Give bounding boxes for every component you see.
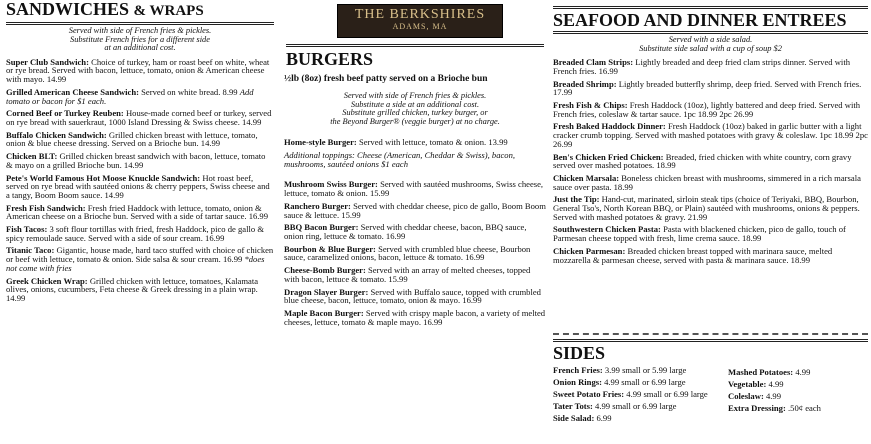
logo-location: ADAMS, MA xyxy=(392,22,448,31)
item-name: Just the Tip: xyxy=(553,194,600,205)
item-description: Lightly breaded and deep fried clam strips dinner. Served with French fries. xyxy=(553,57,850,76)
item-description: Fresh Haddock (10oz) baked in garlic butter with a light cracker crumb topping. Served with mashed potatoes with gravy & coleslaw. xyxy=(553,121,862,141)
menu-item xyxy=(553,247,868,264)
item-name: Breaded Clam Strips: xyxy=(553,57,634,68)
side-name: Onion Rings: xyxy=(553,377,602,387)
sides-heading: SIDES xyxy=(553,339,868,364)
burgers-subtitle: ½lb (8oz) fresh beef patty served on a Brioche bun xyxy=(284,74,488,84)
burgers-note: Served with side of French fries & pickles. Substitute a side at an additional cost. Substitute grilled chicken, turkey burger, or the Beyond Burger® (veggie burger) at no charge. xyxy=(330,91,500,126)
item-price: 1pc 18.99 2pc 26.99 xyxy=(683,108,754,119)
side-price: 4.99 small or 6.99 large xyxy=(626,389,708,399)
item-description: Served with crispy maple bacon, a variety of melted cheeses, lettuce, tomato & maple mayo. xyxy=(284,307,546,327)
menu-item xyxy=(6,58,274,84)
side-item xyxy=(728,380,868,389)
sandwiches-section xyxy=(6,0,274,307)
side-name: Side Salad: xyxy=(553,413,595,423)
item-description: Hand-cut, marinated, sirloin steak tips (choice of Teriyaki, BBQ, Bourbon, General Tso's, North Korean BBQ, or Plain) sautéed with mushrooms, onions & peppers. Served with mashed potatoes & gravy. xyxy=(553,194,860,222)
item-extra: Add tomato or bacon for $1 each. xyxy=(6,86,254,106)
item-price: 16.99 xyxy=(385,231,406,241)
side-item xyxy=(553,390,721,399)
item-price: 18.99 xyxy=(790,254,811,265)
side-price: 4.99 xyxy=(795,367,811,377)
side-item xyxy=(553,366,721,375)
menu-item xyxy=(6,88,274,105)
item-description: Served with an array of melted cheeses, topped with bacon, lettuce & tomato. xyxy=(284,265,531,284)
side-name: Tater Tots: xyxy=(553,401,593,411)
item-description: Served with crumbled blue cheese, Bourbon sauce, caramelized onions, bacon, lettuce & tomato. xyxy=(284,243,531,263)
item-price: 16.99 xyxy=(423,316,443,327)
side-name: Extra Dressing: xyxy=(728,403,786,413)
item-name: Breaded Shrimp: xyxy=(553,78,617,89)
item-price: 21.99 xyxy=(687,211,708,222)
menu-item xyxy=(553,195,868,221)
burgers-list xyxy=(284,180,546,326)
side-price: 4.99 xyxy=(765,391,782,401)
item-description: Served with cheddar cheese, bacon, BBQ sauce, onion ring, lettuce & tomato. xyxy=(284,222,527,241)
item-price: 16.99 xyxy=(465,252,485,263)
side-price: .50¢ each xyxy=(788,403,821,413)
item-price: 8.99 xyxy=(222,86,238,97)
item-description: Boneless chicken breast with mushrooms, simmered in a rich marsala sauce over pasta. xyxy=(553,172,861,192)
side-price: 4.99 small or 6.99 large xyxy=(604,377,686,387)
menu-item xyxy=(553,174,868,191)
item-description: Hot roast beef, served on rye bread with sautéed onions & cherry peppers, Swiss cheese and a tangy, Boom Boom sauce. xyxy=(6,172,270,200)
item-price: 14.99 xyxy=(104,189,124,200)
item-price: 16.99 xyxy=(462,295,482,306)
item-price: 18.99 xyxy=(656,160,676,171)
item-description: Lightly breaded butterfly shrimp, deep fried. Served with French fries. xyxy=(618,78,862,89)
side-item xyxy=(553,414,721,423)
item-name: Fresh Fish Sandwich: xyxy=(6,202,86,213)
item-name: Buffalo Chicken Sandwich: xyxy=(6,129,107,140)
item-name: Greek Chicken Wrap: xyxy=(6,275,88,286)
item-description: Served on white bread. xyxy=(141,86,221,97)
item-description: Gigantic, house made, hard taco stuffed with choice of chicken or beef with lettuce, tomato & onion. Side salsa & sour cream. xyxy=(6,245,274,265)
item-description: Grilled chicken with lettuce, tomatoes, Kalamata olives, onions, cucumbers, Feta cheese & Greek dressing in a plain wrap. xyxy=(6,275,259,295)
restaurant-logo xyxy=(337,4,503,38)
item-description: Grilled chicken breast sandwich with bacon, lettuce, tomato & mayo on a grilled Brioche bun. xyxy=(6,151,266,170)
seafood-note: Served with a side salad. Substitute side salad with a cup of soup $2 xyxy=(639,35,782,53)
item-description: Served with sautéed mushrooms, Swiss cheese, lettuce, tomato & onion. xyxy=(284,179,544,199)
item-description: Breaded, fried chicken with white country, corn gravy served over mashed potatoes. xyxy=(553,151,852,171)
side-item xyxy=(553,402,721,411)
burger-toppings: Additional toppings: Cheese (American, Cheddar & Swiss), bacon, mushrooms, sautéed onions $1 each xyxy=(284,150,516,169)
item-description: Served with Buffalo sauce, topped with crumbled blue cheese, bacon, lettuce, tomato, onion & mayo. xyxy=(284,286,541,306)
item-description: House-made corned beef or turkey, served on rye bread with sauerkraut, 1000 Island Dressing & Swiss cheese. xyxy=(6,108,272,127)
item-description: Fresh Haddock (10oz), lightly battered and deep fried. Served with French fries, coleslaw & tartar sauce. xyxy=(553,100,861,119)
item-description: Breaded chicken breast topped with marinara sauce, melted mozzarella & parmesan cheese, served with pasta & marinara sauce. xyxy=(553,245,833,265)
side-name: Sweet Potato Fries: xyxy=(553,389,625,399)
item-name: Grilled American Cheese Sandwich: xyxy=(6,86,139,97)
item-name: Fresh Baked Haddock Dinner: xyxy=(553,121,666,132)
side-name: Vegetable: xyxy=(728,379,767,389)
item-name: Fresh Fish & Chips: xyxy=(553,100,628,110)
menu-item xyxy=(284,180,546,197)
sides-left-list xyxy=(553,366,721,426)
side-name: French Fries: xyxy=(553,365,603,375)
item-name: Pete's World Famous Hot Moose Knuckle Sandwich: xyxy=(6,172,201,183)
item-name: BBQ Bacon Burger: xyxy=(284,222,359,233)
item-extra: *does not come with fries xyxy=(6,254,265,273)
item-price: 14.99 xyxy=(123,159,144,170)
item-name: Bourbon & Blue Burger: xyxy=(284,243,376,254)
item-price: 14.99 xyxy=(200,138,221,149)
side-price: 6.99 xyxy=(596,413,612,423)
menu-item xyxy=(6,109,274,126)
item-description: Served with cheddar cheese, pico de gallo, Boom Boom sauce & lettuce. xyxy=(284,200,546,220)
item-name: Chicken BLT: xyxy=(6,151,58,162)
menu-item xyxy=(6,277,274,303)
seafood-list xyxy=(553,58,868,264)
item-price: 18.99 xyxy=(613,181,633,192)
sandwiches-heading: SANDWICHES & WRAPS xyxy=(6,0,274,25)
side-item xyxy=(728,368,868,377)
item-description: Fresh fried Haddock with lettuce, tomato, onion & American cheese on a Brioche bun. Served with a side of tartar sauce. xyxy=(6,202,262,222)
item-price: 14.99 xyxy=(6,292,26,303)
side-price: 4.99 small or 6.99 large xyxy=(595,401,677,411)
menu-item xyxy=(284,223,546,240)
item-name: Maple Bacon Burger: xyxy=(284,307,364,318)
item-name: Super Club Sandwich: xyxy=(6,56,89,67)
menu-item xyxy=(6,131,274,148)
menu-item: Home-style Burger: Served with lettuce, tomato & onion. 13.99 xyxy=(284,137,508,148)
item-price: 15.99 xyxy=(341,209,361,220)
item-price: 16.99 xyxy=(598,65,618,76)
burgers-section xyxy=(284,70,546,330)
item-price: 14.99 xyxy=(242,117,262,127)
seafood-heading: SEAFOOD AND DINNER ENTREES xyxy=(553,6,868,34)
item-price: 16.99 xyxy=(222,254,243,265)
menu-item xyxy=(284,266,546,283)
side-item xyxy=(728,404,868,413)
item-name: Southwestern Chicken Pasta: xyxy=(553,224,661,235)
item-name: Titanic Taco: xyxy=(6,245,55,256)
item-price: 16.99 xyxy=(248,211,269,222)
item-price: 18.99 xyxy=(742,233,762,244)
item-description: 3 soft flour tortillas with fried, fresh Haddock, pico de gallo & spicy remoulade sauce. Served with a side of sour cream. xyxy=(6,224,265,243)
menu-item xyxy=(553,101,868,118)
item-price: 15.99 xyxy=(388,273,408,284)
item-description: Grilled chicken breast with lettuce, tomato, onion & blue cheese dressing. Served on a Brioche bun. xyxy=(6,129,258,149)
item-description: Choice of turkey, ham or roast beef on white, wheat or rye bread. Served with bacon, lettuce, tomato, onion & American cheese with mayo. xyxy=(6,56,270,85)
item-price: 17.99 xyxy=(553,87,573,98)
item-price: 15.99 xyxy=(369,188,390,199)
menu-item xyxy=(284,202,546,219)
item-name: Ben's Chicken Fried Chicken: xyxy=(553,151,664,162)
menu-item xyxy=(6,225,274,242)
item-name: Corned Beef or Turkey Reuben: xyxy=(6,108,124,119)
item-name: Chicken Marsala: xyxy=(553,172,620,183)
item-name: Dragon Slayer Burger: xyxy=(284,286,369,297)
menu-item xyxy=(553,58,868,75)
item-name: Ranchero Burger: xyxy=(284,200,351,211)
item-name: Fish Tacos: xyxy=(6,224,48,235)
item-name: Chicken Parmesan: xyxy=(553,245,626,256)
sandwiches-note: Served with side of French fries & pickles. Substitute French fries for a different side at an additional cost. xyxy=(68,26,212,53)
side-price: 4.99 xyxy=(768,379,784,389)
burgers-heading: BURGERS xyxy=(286,44,544,70)
item-name: Mushroom Swiss Burger: xyxy=(284,179,378,190)
section-divider xyxy=(553,333,868,335)
item-description: Pasta with blackened chicken, pico de gallo, touch of Parmesan cheese topped with fresh, lime crema sauce. xyxy=(553,224,846,244)
menu-item xyxy=(6,246,274,272)
menu-item xyxy=(553,122,868,148)
sandwiches-list xyxy=(6,58,274,303)
side-name: Mashed Potatoes: xyxy=(728,367,794,377)
side-price: 3.99 small or 5.99 large xyxy=(604,365,687,375)
side-item xyxy=(553,378,721,387)
sides-right-list xyxy=(728,366,868,426)
menu-item xyxy=(284,245,546,262)
side-item xyxy=(728,392,868,401)
item-price: 1pc 18.99 2pc 26.99 xyxy=(553,130,868,149)
menu-item xyxy=(284,309,546,326)
menu-item xyxy=(553,153,868,170)
item-price: 16.99 xyxy=(205,232,225,243)
menu-item xyxy=(6,152,274,169)
item-price: 14.99 xyxy=(46,74,67,85)
item-name: Cheese-Bomb Burger: xyxy=(284,265,366,276)
menu-item xyxy=(553,225,868,242)
seafood-section xyxy=(553,6,868,268)
menu-item xyxy=(284,288,546,305)
sides-section xyxy=(553,339,868,426)
menu-item xyxy=(6,204,274,221)
menu-item xyxy=(6,174,274,200)
logo-name: THE BERKSHIRES xyxy=(354,7,486,22)
menu-item xyxy=(553,80,868,97)
side-name: Coleslaw: xyxy=(728,391,764,401)
